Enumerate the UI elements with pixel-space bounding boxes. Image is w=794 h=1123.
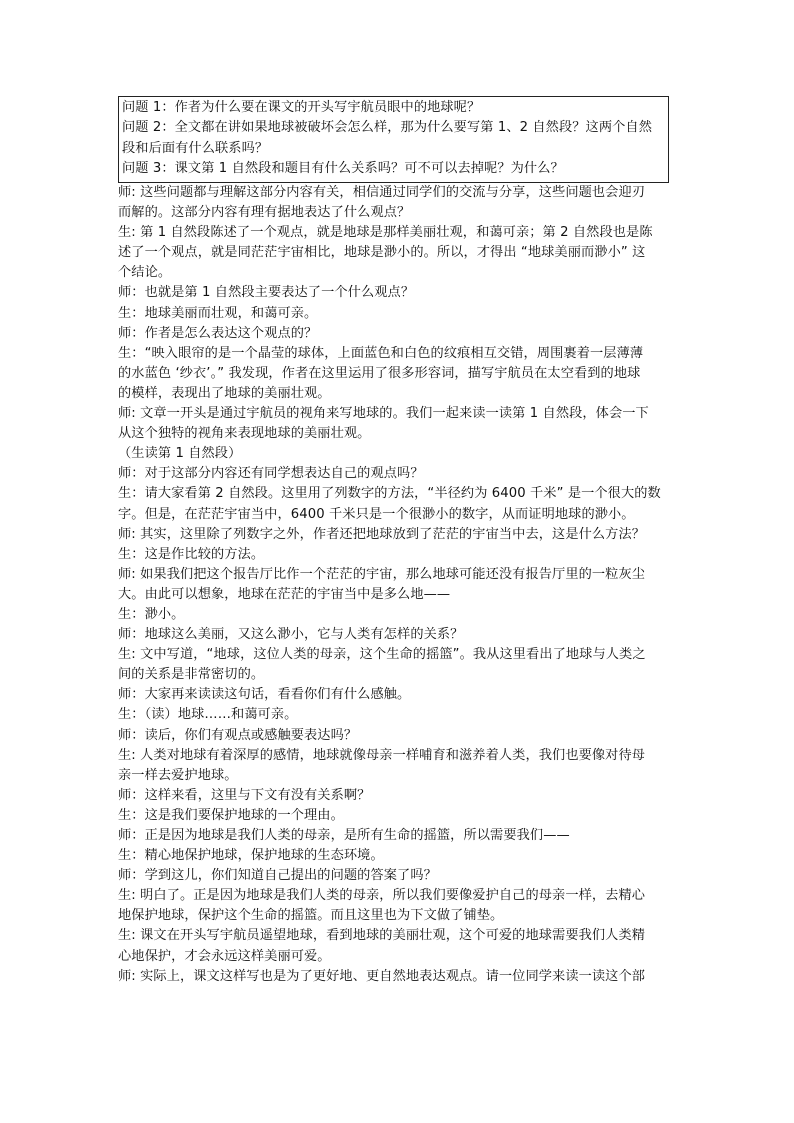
text-line: 述了一个观点，就是同茫茫宇宙相比，地球是渺小的。所以，才得出 “地球美丽而渺小” 这	[118, 245, 646, 261]
text-line: 字。但是，在茫茫宇宙当中，6400 千米只是一个很渺小的数字，从而证明地球的渺小。	[118, 506, 635, 522]
text-line: 的水蓝色 ‘纱衣’。” 我发现，作者在这里运用了很多形容词，描写宇航员在太空看到的地球	[118, 365, 641, 381]
text-line: 生: 课文在开头写宇航员遥望地球，看到地球的美丽壮观，这个可爱的地球需要我们人类精	[118, 928, 646, 944]
text-line: 生：请大家看第 2 自然段。这里用了列数字的方法，“半径约为 6400 千米” 是一个很大的数	[118, 486, 661, 502]
text-line: 师: 文章一开头是通过宇航员的视角来写地球的。我们一起来读一读第 1 自然段，体会一下	[118, 406, 649, 422]
text-line: 师：学到这儿，你们知道自己提出的问题的答案了吗？	[118, 868, 437, 884]
text-line: 生：这是作比较的方法。	[118, 546, 265, 562]
text-line: 生: 第 1 自然段陈述了一个观点，就是地球是那样美丽壮观，和蔼可亲；第 2 自然段也是陈	[118, 225, 653, 241]
text-line: 师：作者是怎么表达这个观点的？	[118, 325, 318, 341]
text-line: 间的关系是非常密切的。	[118, 667, 265, 683]
text-line: （生读第 1 自然段）	[118, 446, 242, 462]
questions-box	[118, 96, 669, 183]
text-line: 生：（读）地球……和蔼可亲。	[118, 707, 298, 723]
text-line: 生：精心地保护地球，保护地球的生态环境。	[118, 848, 384, 864]
question-line: 问题 3：课文第 1 自然段和题目有什么关系吗？可不可以去掉呢？为什么？	[122, 161, 564, 177]
text-line: 地保护地球，保护这个生命的摇篮。而且这里也为下文做了铺垫。	[118, 908, 504, 924]
text-line: 生: 人类对地球有着深厚的感情，地球就像母亲一样哺育和滋养着人类，我们也要像对待母	[118, 747, 646, 763]
question-line: 问题 2：全文都在讲如果地球被破坏会怎么样，那为什么要写第 1、2 自然段？这两个自然	[122, 120, 652, 136]
text-line: 生: 明白了。正是因为地球是我们人类的母亲，所以我们要像爱护自己的母亲一样，去精心	[118, 888, 646, 904]
text-line: 大。由此可以想象，地球在茫茫的宇宙当中是多么地——	[118, 586, 451, 602]
text-line: 师：读后，你们有观点或感触要表达吗？	[118, 727, 358, 743]
dialogue-body	[118, 183, 678, 987]
text-line: 而解的。这部分内容有理有据地表达了什么观点？	[118, 205, 411, 221]
text-line: 师: 这些问题都与理解这部分内容有关，相信通过同学们的交流与分享，这些问题也会迎刃	[118, 185, 646, 200]
question-line: 问题 1：作者为什么要在课文的开头写宇航员眼中的地球呢？	[122, 100, 481, 115]
text-line: 师: 如果我们把这个报告厅比作一个茫茫的宇宙，那么地球可能还没有报告厅里的一粒灰尘	[118, 566, 646, 582]
text-line: 师：也就是第 1 自然段主要表达了一个什么观点？	[118, 285, 415, 301]
text-line: 师：大家再来读读这句话，看看你们有什么感触。	[118, 687, 411, 703]
text-line: 师：这样来看，这里与下文有没有关系啊？	[118, 787, 371, 803]
text-line: 师: 其实，这里除了列数字之外，作者还把地球放到了茫茫的宇宙当中去，这是什么方法？	[118, 526, 646, 542]
text-line: 生：渺小。	[118, 606, 185, 622]
text-line: 生: 文中写道，“地球，这位人类的母亲，这个生命的摇篮”。我从这里看出了地球与人类之	[118, 647, 646, 663]
text-line: 师：对于这部分内容还有同学想表达自己的观点吗？	[118, 466, 424, 482]
text-line: 心地保护，才会永远这样美丽可爱。	[118, 948, 331, 964]
text-line: 生：“映入眼帘的是一个晶莹的球体，上面蓝色和白色的纹痕相互交错，周围裹着一层薄薄	[118, 345, 644, 361]
text-line: 的模样，表现出了地球的美丽壮观。	[118, 385, 331, 401]
text-line: 生：这是我们要保护地球的一个理由。	[118, 807, 344, 823]
text-line: 师：地球这么美丽，又这么渺小，它与人类有怎样的关系？	[118, 627, 464, 643]
text-line: 师: 实际上，课文这样写也是为了更好地、更自然地表达观点。请一位同学来读一读这个部	[118, 968, 646, 984]
text-line: 师：正是因为地球是我们人类的母亲，是所有生命的摇篮，所以需要我们——	[118, 828, 570, 843]
question-line: 段和后面有什么联系吗？	[122, 140, 269, 156]
text-line: 亲一样去爱护地球。	[118, 767, 238, 783]
text-line: 个结论。	[118, 265, 172, 281]
text-line: 生：地球美丽而壮观，和蔼可亲。	[118, 305, 318, 321]
text-line: 从这个独特的视角来表现地球的美丽壮观。	[118, 426, 371, 442]
